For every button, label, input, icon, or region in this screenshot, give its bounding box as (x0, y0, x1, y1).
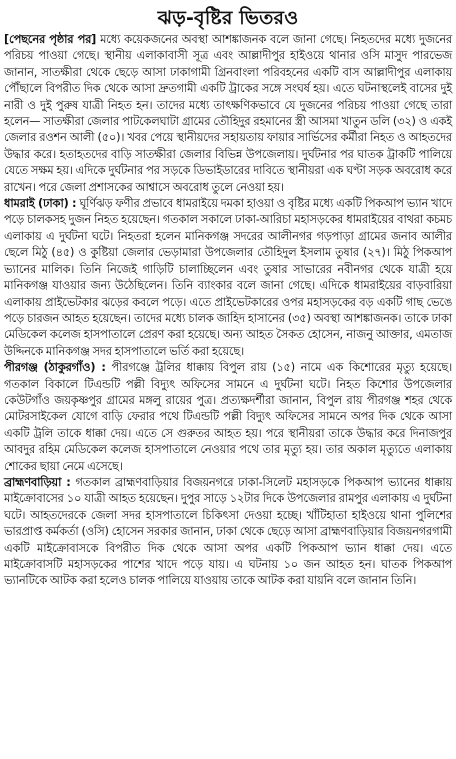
paragraph-continuation (4, 32, 452, 196)
top-edge-divider (0, 0, 456, 4)
paragraph-brahmanbaria (4, 475, 452, 590)
paragraph-pirganj (4, 360, 452, 475)
headline: ঝড়-বৃষ্টির ভিতরও (157, 7, 299, 29)
paragraph-dhamrai (4, 196, 452, 360)
paragraph-text: মধ্যে কয়েকজনের অবস্থা আশঙ্কাজনক বলে জানা গেছে। নিহতদের মধ্যে দুজনের পরিচয় পাওয়া গেছে। স্থানীয় এলাকাবাসী সূত্র এবং আল্লাদীপুর হাইওয়ে থানার ওসি মাসুদ পারভেজ জানান, সাতক্ষীরা থেকে ছেড়ে আসা ঢাকাগামী গ্রিনবাংলা পরিবহনের একটি বাস আল্লাদীপুর এলাকায় পৌঁছালে বিপরীত দিক থেকে আসা দ্রুতগামী একটি ট্রাকের সঙ্গে সংঘর্ষ হয়। এতে ঘটনাস্থলেই বাসের দুই নারী ও দুই পুরুষ যাত্রী নিহত হন। তাদের মধ্যে তাৎক্ষণিকভাবে যে দুজনের পরিচয় পাওয়া গেছে তারা হলেন— সাতক্ষীরা জেলার পাটকেলঘাটা গ্রামের তৌহিদুর রহমানের স্ত্রী আসমা খাতুন ডলি (৩২) ও একই জেলার রওশন আলী (৫০)। খবর পেয়ে স্থানীয়দের সহায়তায় ফায়ার সার্ভিসের কর্মীরা নিহত ও আহতদের উদ্ধার করে। হতাহতদের বাড়ি সাতক্ষীরা জেলার বিভিন্ন উপজেলায়। দুর্ঘটনার পর ঘাতক ট্রাকটি পালিয়ে যেতে সক্ষম হয়। এদিকে দুর্ঘটনার পর সড়কে ডিভাইডারের দাবিতে স্থানীয়রা এক ঘণ্টা সড়ক অবরোধ করে রাখেন। পরে জেলা প্রশাসকের আশ্বাসে অবরোধ তুলে নেওয়া হয়। (4, 33, 452, 194)
article-body (4, 32, 452, 590)
continuation-marker: [পেছনের পৃষ্ঠার পর] (4, 33, 97, 46)
dateline-pirganj: পীরগঞ্জ (ঠাকুরগাঁও) : (4, 361, 106, 375)
paragraph-text: ঘূর্ণিঝড় ফণীর প্রভাবে ধামরাইয়ে দমকা হাওয়া ও বৃষ্টির মধ্যে একটি পিকআপ ভ্যান খাদে পড়ে চালকসহ দুজন নিহত হয়েছেন। গতকাল সকালে ঢাকা-আরিচা মহাসড়কের ধামরাইয়ের বাথরা কচমচ এলাকায় এ দুর্ঘটনা ঘটে। নিহতরা হলেন মানিকগঞ্জ সদরের আলীনগর গড়পাড়া গ্রামের জনাব আলীর ছেলে মিঠু (৪৫) ও কুষ্টিয়া জেলার ভেড়ামারা উপজেলার তৌহিদুল ইসলাম তুষার (২৭)। মিঠু পিকআপ ভ্যানের মালিক। তিনি নিজেই গাড়িটি চালাচ্ছিলেন এবং তুষার সাভারের নবীনগর থেকে যাত্রী হয়ে মানিকগঞ্জ যাওয়ার জন্য উঠেছিলেন। তিনি ব্যাংকার বলে জানা গেছে। এদিকে ধামরাইয়ের বাড়বারিয়া এলাকায় প্রাইভেটকার ঝড়ের কবলে পড়ে। এতে প্রাইভেটকারের ওপর মহাসড়কের বড় একটি গাছ ভেঙে পড়ে চারজন আহত হয়েছেন। তাদের মধ্যে চালক জাহিদ হাসানের (৩৫) অবস্থা আশঙ্কাজনক। তাকে ঢাকা মেডিকেল কলেজ হাসপাতালে প্রেরণ করা হয়েছে। অন্য আহত সৈকত হোসেন, নাজনু আক্তার, এমতাজ উদ্দিনকে মানিকগঞ্জ সদর হাসপাতালে ভর্তি করা হয়েছে। (4, 197, 452, 358)
paragraph-text: গতকাল ব্রাহ্মণবাড়িয়ার বিজয়নগরে ঢাকা-সিলেট মহাসড়কে পিকআপ ভ্যানের ধাক্কায় মাইক্রোবাসের ১০ যাত্রী আহত হয়েছেন। দুপুর সাড়ে ১২টার দিকে উপজেলার রামপুর এলাকায় এ দুর্ঘটনা ঘটে। আহতদেরকে জেলা সদর হাসপাতালে চিকিৎসা দেওয়া হচ্ছে। খাঁটিহাতা হাইওয়ে থানা পুলিশের ভারপ্রাপ্ত কর্মকর্তা (ওসি) হোসেন সরকার জানান, ঢাকা থেকে ছেড়ে আসা ব্রাহ্মণবাড়িয়ার বিজয়নগরগামী একটি মাইক্রোবাসকে বিপরীত দিক থেকে আসা অপর একটি পিকআপ ভ্যান ধাক্কা দেয়। এতে মাইক্রোবাসটি মহাসড়কের পাশের খাদে পড়ে যায়। এ ঘটনায় ১০ জন আহত হন। ঘাতক পিকআপ ভ্যানটিকে আটক করা হলেও চালক পালিয়ে যাওয়ায় তাকে আটক করা যায়নি বলে জানান তিনি। (4, 475, 453, 588)
paragraph-text: পীরগঞ্জে ট্রলির ধাক্কায় বিপুল রায় (১৫) নামে এক কিশোরের মৃত্যু হয়েছে। গতকাল বিকালে টিএন্ডটি পল্লী বিদ্যুৎ অফিসের সামনে এ দুর্ঘটনা ঘটে। নিহত কিশোর উপজেলার কেউটগাঁও জয়কৃষ্ণপুর গ্রামের মঙ্গলু রায়ের পুত্র। প্রত্যক্ষদর্শীরা জানান, বিপুল রায় পীরগঞ্জ শহর থেকে মোটরসাইকেল যোগে বাড়ি ফেরার পথে টিএন্ডটি পল্লী বিদ্যুৎ অফিসের সামনে অপর দিক থেকে আসা একটি ট্রলি তাকে ধাক্কা দেয়। এতে সে গুরুতর আহত হয়। পরে স্থানীয়রা তাকে উদ্ধার করে দিনাজপুর আবদুর রহিম মেডিকেল কলেজ হাসপাতালে নেওয়ার পথে তার মৃত্যু হয়। তার অকাল মৃত্যুতে এলাকায় শোকের ছায়া নেমে এসেছে। (4, 361, 452, 473)
dateline-brahmanbaria: ব্রাহ্মণবাড়িয়া : (4, 475, 71, 489)
dateline-dhamrai: ধামরাই (ঢাকা) : (4, 197, 77, 211)
